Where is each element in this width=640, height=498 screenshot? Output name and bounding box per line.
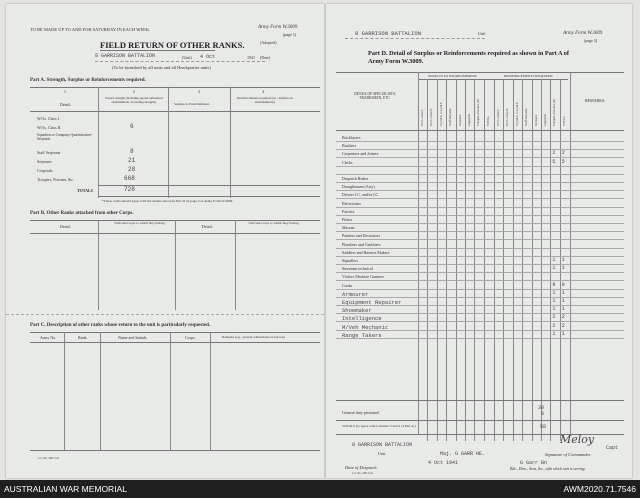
part-d-row-rule	[336, 338, 624, 339]
part-d-row-label: Cooks	[342, 282, 353, 288]
part-d-cell-value: 1	[561, 257, 565, 263]
archive-footer	[0, 480, 640, 498]
part-d-row-label: Range Takers	[342, 331, 382, 339]
part-d-row-rule	[336, 280, 624, 281]
part-d-col-line	[532, 79, 533, 441]
part-d-row-label: Plumbers and Gasfitters	[342, 241, 381, 247]
row-label-wo1: W.Os. Class I.	[37, 116, 60, 121]
despatch-label: Date of Despatch.	[345, 465, 378, 470]
part-d-row-rule	[336, 248, 624, 249]
subcol-header: W.Os. Class I.	[420, 108, 424, 126]
part-d-cell-value: 1	[552, 298, 556, 304]
footer-institution: AUSTRALIAN WAR MEMORIAL	[4, 484, 127, 494]
subcol-header: TOTAL.	[561, 115, 566, 126]
part-b-col-line-3	[235, 220, 236, 310]
col-header-posted: Posted strength (including special authorized establishment, exceeding strength).	[105, 96, 163, 104]
part-d-row-rule	[336, 239, 624, 240]
part-d-col-line	[484, 79, 485, 441]
base-typed: G Garr Bn	[520, 460, 548, 466]
part-d-cell-value: 1	[561, 289, 565, 296]
part-d-cell-value: 1	[561, 306, 565, 313]
rank-typed: Capt	[606, 445, 619, 451]
part-c-title: Part C. Description of other ranks whose return to the unit is particularly requested.	[30, 323, 211, 328]
part-d-col-line	[418, 72, 419, 434]
col-num-3: 3	[198, 89, 200, 94]
col-header-reinf: Reinforcements required (i.e., deficits on establishment).	[237, 96, 293, 104]
date-label: (Date)	[260, 55, 271, 60]
army-form-label-p1: Army Form W.3009	[258, 25, 298, 30]
part-c-h3: Name and Initials.	[118, 335, 148, 340]
surplus-header: SURPLUS TO ESTABLISHMENT.	[428, 74, 478, 78]
part-d-cell-value: 2	[561, 314, 565, 321]
print-code-left: x.x. No. 200 5/41	[38, 456, 59, 460]
part-b-h4: Unit and Corps to which they belong.	[248, 221, 300, 225]
part-d-top-rule	[336, 72, 624, 73]
part-b-title: Part B. Other Ranks attached from other Corps.	[30, 211, 134, 216]
part-d-row-label: Saddlers and Harness Makers	[342, 249, 390, 255]
part-a-top-rule	[30, 87, 320, 88]
row-val-wo2: 6	[130, 123, 134, 130]
part-d-row-label: Vickers Machine Gunners	[342, 274, 384, 280]
part-d-row-rule	[336, 190, 624, 191]
furnished-note: (To be furnished by all units and all Headquarter units)	[112, 65, 211, 70]
left-page	[6, 4, 324, 478]
part-d-total-rule	[336, 420, 624, 421]
part-d-row-label: Electricians	[342, 200, 361, 206]
part-d-col-line	[513, 79, 514, 441]
row-label-totals: TOTALS	[77, 188, 93, 193]
subcol-header: Staff Serjeants.	[448, 107, 453, 126]
part-d-row-label: Clerks	[342, 159, 353, 165]
date-typed: 4 Oct	[200, 54, 216, 60]
col-num-4: 4	[262, 89, 264, 94]
part-d-row-rule	[336, 215, 624, 216]
part-d-cell-value: 9	[552, 281, 556, 288]
commander-typed: Maj. G GARR HE.	[440, 451, 486, 457]
part-d-row-label: Signallers	[342, 258, 358, 263]
part-d-row-rule	[336, 313, 624, 314]
part-d-row-rule	[336, 272, 624, 273]
row-label-cqms: Squadron or Company Quartermaster-Serjeants	[37, 133, 93, 141]
part-d-row-rule	[336, 330, 624, 331]
totals-label-p2: TOTALS (to agree with Columns 3 and 4 of Part A.)	[342, 424, 416, 428]
part-a-col-line-2	[168, 87, 169, 198]
part-d-cell-value: 1	[552, 330, 556, 337]
unit-label-p2: Unit.	[478, 31, 487, 36]
despatch-date: 4 Oct 1941	[428, 460, 459, 466]
part-b-h2: Unit and Corps to which they belong.	[114, 221, 166, 225]
row-val-totals: 728	[124, 186, 135, 193]
top-note: TO BE MADE UP TO AND FOR SATURDAY IN EACH WEEK.	[30, 27, 151, 32]
army-form-label-p2: Army Form W.3009	[563, 31, 603, 36]
row-val-pte: 668	[124, 175, 135, 182]
part-d-col-line	[456, 79, 457, 441]
subcol-header: Serjeants.	[533, 114, 538, 126]
part-d-row-label: Draughtsmen (Arty)	[342, 184, 375, 190]
part-d-row-label: Intelligence	[342, 315, 382, 323]
part-d-row-rule	[336, 256, 624, 257]
part-a-header-rule	[30, 111, 320, 112]
base-label: Bde., Divn., Area, &c., with which unit is serving.	[510, 467, 586, 471]
row-label-cpl: Corporals	[37, 168, 53, 173]
part-d-cell-value: 2	[552, 322, 556, 329]
part-a-note: *These totals should agree with the details shown in Part D on page 2 of Army Form W.3009.	[102, 199, 234, 203]
part-d-cell-value: 1	[552, 306, 556, 313]
part-c-h5: Remarks (e.g., present whereabouts if known).	[222, 335, 286, 339]
col-num-1: 1	[64, 89, 66, 94]
footer-accession: AWM2020.71.7546	[563, 484, 636, 494]
general-val-2: 6	[541, 411, 545, 417]
part-d-cell-value: 2	[561, 322, 565, 329]
part-d-row-label: Armourer	[342, 290, 369, 298]
row-label-pte: Troopers, Privates, &c.	[37, 177, 75, 182]
page-number-2: (page 2)	[584, 38, 598, 43]
print-code-right: x.x. No. 200 5/41	[352, 471, 373, 475]
part-d-detail-header: DETAIL OF SPECIALISTS, TRADESMEN, ETC.	[354, 92, 396, 100]
subcol-header: TOTAL.	[485, 115, 490, 126]
part-c-col-line-1	[64, 332, 65, 450]
subcol-header: Troopers, Privates, &c.	[552, 98, 557, 126]
subcol-header: S.Q.M.S., C.Q.M.S.	[514, 101, 519, 126]
part-d-cell-value: 2	[561, 150, 565, 157]
part-d-col-line	[446, 79, 447, 441]
general-duty-label: General duty personnel	[342, 410, 380, 415]
part-d-row-label: Carpenters and Joiners	[342, 151, 379, 157]
part-d-col-line	[560, 79, 561, 441]
part-d-col-line	[522, 79, 523, 441]
part-c-bottom-rule	[30, 450, 320, 451]
part-d-row-label: M/Veh Mechanic	[342, 323, 389, 331]
total-val: 58	[540, 424, 547, 430]
part-c-top-rule	[30, 332, 320, 333]
part-d-cell-value: 1	[561, 298, 565, 304]
part-d-row-label: Farriers	[342, 208, 355, 214]
part-b-col-line-2	[175, 220, 176, 310]
part-d-row-rule	[336, 223, 624, 224]
part-d-row-rule	[336, 264, 624, 265]
page-fold	[324, 4, 326, 478]
part-d-row-rule	[336, 174, 624, 175]
part-d-row-label: Masons	[342, 225, 355, 231]
part-d-row-rule	[336, 289, 624, 290]
part-d-col-line	[427, 79, 428, 441]
part-d-row-rule	[336, 305, 624, 306]
part-b-col-line-1	[98, 220, 99, 310]
part-d-col-line	[437, 79, 438, 441]
subcol-header: W.Os. Class II.	[429, 107, 434, 126]
part-d-group-rule	[418, 79, 568, 80]
part-d-col-line	[465, 79, 466, 441]
page-title: FIELD RETURN OF OTHER RANKS.	[100, 40, 245, 50]
year: 1941	[247, 55, 255, 60]
part-c-col-line-4	[210, 332, 211, 450]
subcol-header: S.Q.M.S., C.Q.M.S.	[438, 101, 443, 126]
part-d-row-rule	[336, 321, 624, 322]
part-d-row-rule	[336, 297, 624, 298]
part-d-cell-value: 2	[552, 150, 556, 157]
part-d-row-label: Fitters	[342, 217, 353, 222]
page-number-1: (page 1)	[283, 32, 297, 37]
row-label-wo2: W.Os. Class II.	[37, 125, 62, 130]
part-d-row-rule	[336, 207, 624, 208]
part-d-col-line	[494, 79, 495, 441]
title-underline	[100, 50, 215, 51]
subcol-header: Serjeants.	[457, 114, 462, 126]
commander-label: Signature of Commander.	[545, 452, 591, 457]
col-num-2: 2	[133, 89, 135, 94]
part-d-row-label: Storemen technical	[342, 266, 373, 272]
part-c-col-line-2	[100, 332, 101, 450]
part-d-row-rule	[336, 157, 624, 158]
unit-typed: 8 GARRISON BATTALION	[95, 53, 156, 59]
part-d-row-label: Equipment Repairer	[342, 299, 402, 306]
col-header-detail: Detail.	[60, 102, 71, 107]
row-val-sgt: 21	[128, 157, 136, 164]
remarks-header: REMARKS.	[585, 98, 606, 103]
row-val-ssgt: 8	[130, 148, 134, 155]
part-d-row-rule	[336, 198, 624, 199]
part-d-row-rule	[336, 166, 624, 167]
part-d-row-rule	[336, 231, 624, 232]
part-d-row-label: Shoemaker	[342, 307, 372, 315]
unit-line	[95, 61, 265, 62]
part-c-h4: Corps.	[185, 335, 196, 340]
fold-line	[6, 314, 324, 315]
col-header-surplus: Surplus to Establishment.	[174, 102, 210, 106]
part-d-cell-value: 5	[552, 158, 556, 165]
subcol-header: Corporals.	[543, 113, 547, 126]
subcol-header: Troopers, Privates, &c.	[476, 98, 481, 126]
row-label-sgt: Serjeants	[37, 159, 52, 164]
part-d-cell-value: 9	[561, 281, 565, 288]
part-d-general-rule	[336, 400, 624, 401]
part-d-col-line	[550, 79, 551, 441]
part-d-cell-value: 1	[561, 265, 565, 272]
part-d-header-rule	[336, 130, 624, 131]
unit-typed-p2: 8 GARRISON BATTALION	[355, 30, 422, 37]
part-b-h3: Detail.	[202, 224, 213, 229]
part-d-remarks-line	[570, 72, 571, 434]
part-d-row-label: Despatch Riders	[342, 176, 369, 181]
part-d-cell-value: 5	[561, 158, 565, 165]
part-d-row-rule	[336, 149, 624, 150]
part-d-row-label: Butchers	[342, 143, 357, 149]
subcol-header: Staff Serjeants.	[524, 107, 529, 126]
part-c-h2: Rank.	[78, 335, 88, 340]
subcol-header: Corporals.	[467, 113, 471, 126]
part-a-title: Part A. Strength, Surplus or Reinforcements required.	[30, 78, 146, 83]
part-d-cell-value: 2	[552, 314, 556, 321]
part-d-row-label: Bricklayers	[342, 135, 361, 140]
unit-label: (Unit)	[182, 55, 192, 60]
subcol-header: W.Os. Class II.	[505, 107, 510, 126]
part-c-h1: Army No.	[40, 335, 57, 340]
part-d-row-label: Drivers I.C. and/or I.C.	[342, 192, 380, 198]
part-d-row-label: Painters and Decorators	[342, 233, 381, 239]
part-c-header-rule	[30, 342, 320, 343]
part-d-cell-value: 1	[561, 330, 565, 337]
part-d-title: Part D. Detail of Surplus or Reinforcements required as shown in Part A of Army Form W.3009.	[368, 50, 570, 65]
part-d-cell-value: 1	[552, 289, 556, 296]
commander-signature: Meloy	[560, 433, 595, 446]
row-val-cpl: 28	[128, 166, 136, 173]
part-d-cell-value: 1	[552, 257, 556, 263]
unit-bottom-label: Unit.	[378, 451, 387, 456]
part-a-col-line-3	[230, 87, 231, 198]
totals-bottom-rule	[98, 196, 320, 197]
part-c-col-line-3	[170, 332, 171, 450]
part-d-row-rule	[336, 182, 624, 183]
reinf-header: REINFORCEMENTS REQUIRED.	[504, 74, 554, 78]
part-d-cell-value: 1	[552, 265, 556, 272]
subcol-header: W.Os. Class I.	[496, 108, 500, 126]
part-a-col-line-1	[98, 87, 99, 198]
part-d-col-line	[503, 79, 504, 441]
adopted-label: (Adopted)	[260, 40, 277, 45]
part-d-col-line	[474, 79, 475, 441]
general-val-1: 30	[538, 405, 545, 411]
unit-line-p2	[345, 38, 485, 39]
part-b-h1: Detail.	[60, 224, 71, 229]
row-label-ssgt: Staff Serjeants	[37, 150, 61, 155]
unit-bottom: 8 GARRISON BATTALION	[352, 442, 413, 448]
part-d-row-rule	[336, 141, 624, 142]
